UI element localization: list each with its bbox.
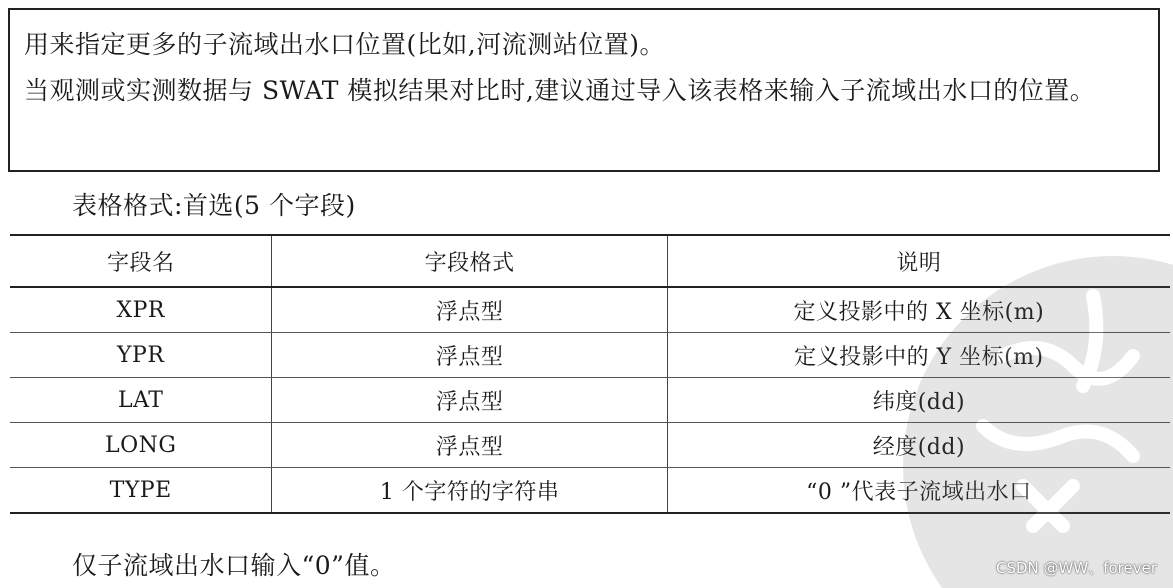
csdn-credit: CSDN @WW、forever (996, 559, 1157, 577)
cell-field-format: 浮点型 (272, 333, 667, 378)
table-row (10, 423, 1170, 468)
header-field-name: 字段名 (10, 235, 272, 287)
table-row (10, 333, 1170, 378)
cell-field-name: LAT (10, 378, 272, 423)
footnote: 仅子流域出水口输入“0”值。 (72, 551, 396, 580)
cell-description: “0 ”代表子流域出水口 (667, 468, 1170, 514)
note-box (8, 8, 1160, 172)
cell-field-name: XPR (10, 287, 272, 333)
table-row (10, 468, 1170, 514)
cell-field-name: LONG (10, 423, 272, 468)
table-row (10, 287, 1170, 333)
header-description: 说明 (667, 235, 1170, 287)
note-line-2: 当观测或实测数据与 SWAT 模拟结果对比时,建议通过导入该表格来输入子流域出水口的位置。 (24, 76, 1096, 105)
cell-field-name: YPR (10, 333, 272, 378)
note-line-1: 用来指定更多的子流域出水口位置(比如,河流测站位置)。 (24, 30, 665, 59)
header-field-format: 字段格式 (272, 235, 667, 287)
cell-field-format: 浮点型 (272, 378, 667, 423)
cell-field-name: TYPE (10, 468, 272, 514)
table-row (10, 378, 1170, 423)
table-caption: 表格格式:首选(5 个字段) (72, 191, 356, 220)
field-format-table (10, 234, 1170, 514)
cell-field-format: 浮点型 (272, 287, 667, 333)
cell-field-format: 浮点型 (272, 423, 667, 468)
table-header-row (10, 235, 1170, 287)
cell-description: 纬度(dd) (667, 378, 1170, 423)
cell-description: 经度(dd) (667, 423, 1170, 468)
cell-field-format: 1 个字符的字符串 (272, 468, 667, 514)
cell-description: 定义投影中的 Y 坐标(m) (667, 333, 1170, 378)
cell-description: 定义投影中的 X 坐标(m) (667, 287, 1170, 333)
